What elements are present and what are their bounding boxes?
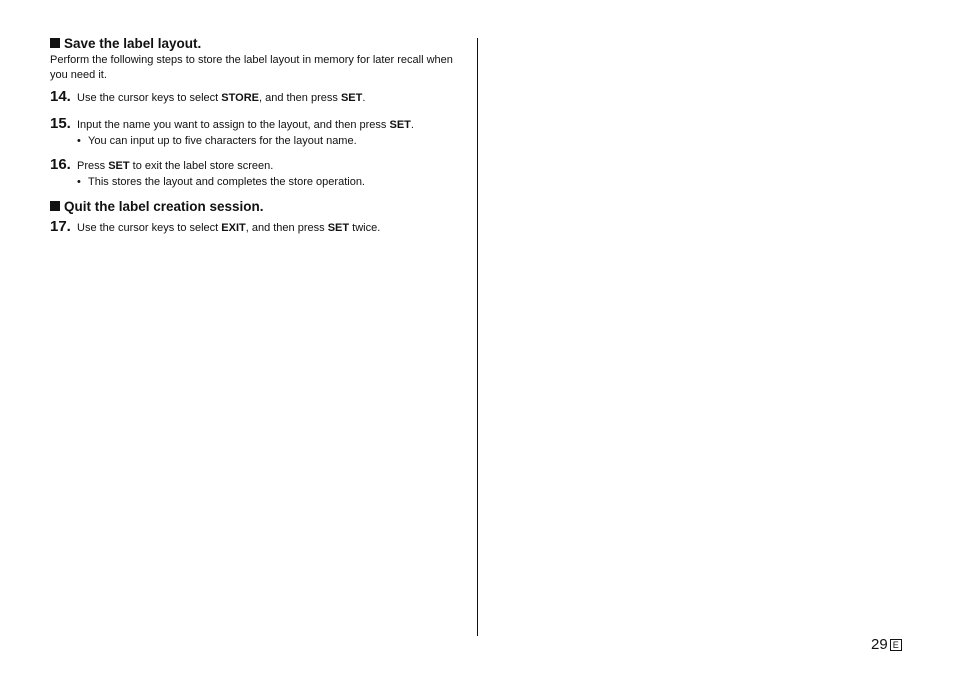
step-text: Press bbox=[77, 160, 109, 172]
section-heading-save bbox=[50, 35, 465, 52]
key-name: SET bbox=[327, 222, 350, 234]
step-15 bbox=[50, 115, 465, 132]
step-text: twice. bbox=[349, 222, 381, 234]
step-text: Use the cursor keys to select bbox=[77, 92, 222, 104]
step-number: 16. bbox=[50, 156, 71, 173]
section-heading-save-text: Save the label layout. bbox=[64, 36, 202, 51]
black-square-icon bbox=[50, 201, 60, 211]
key-name: STORE bbox=[221, 92, 259, 104]
section-heading-quit-text: Quit the label creation session. bbox=[64, 199, 264, 214]
step-number: 15. bbox=[50, 115, 71, 132]
bullet-dot-icon: • bbox=[77, 135, 81, 147]
step-17 bbox=[50, 218, 465, 235]
key-name: SET bbox=[389, 119, 411, 131]
note-text: You can input up to five characters for the layout name. bbox=[88, 135, 357, 147]
step-14 bbox=[50, 88, 465, 105]
key-name: EXIT bbox=[221, 222, 246, 234]
column-divider bbox=[477, 38, 478, 636]
step-text: Input the name you want to assign to the layout, and then press bbox=[77, 119, 390, 131]
section-intro: Perform the following steps to store the label layout in memory for later recall when you need it. bbox=[50, 54, 453, 81]
step-15-note bbox=[50, 134, 465, 148]
step-number: 17. bbox=[50, 218, 71, 235]
language-mark: E bbox=[890, 639, 902, 651]
page-footer bbox=[871, 636, 902, 654]
note-text: This stores the layout and completes the store operation. bbox=[88, 176, 365, 188]
key-name: SET bbox=[340, 92, 363, 104]
step-16 bbox=[50, 156, 465, 173]
step-text: , and then press bbox=[245, 222, 328, 234]
bullet-dot-icon: • bbox=[77, 176, 81, 188]
step-text: to exit the label store screen. bbox=[129, 160, 274, 172]
step-text: . bbox=[362, 92, 366, 104]
key-name: SET bbox=[108, 160, 130, 172]
left-column bbox=[50, 34, 465, 235]
step-text: , and then press bbox=[258, 92, 341, 104]
step-text: Use the cursor keys to select bbox=[77, 222, 222, 234]
black-square-icon bbox=[50, 38, 60, 48]
step-number: 14. bbox=[50, 88, 71, 105]
section-heading-quit bbox=[50, 198, 465, 215]
step-16-note bbox=[50, 175, 465, 189]
page-number: 29 bbox=[871, 636, 888, 653]
step-text: . bbox=[410, 119, 414, 131]
